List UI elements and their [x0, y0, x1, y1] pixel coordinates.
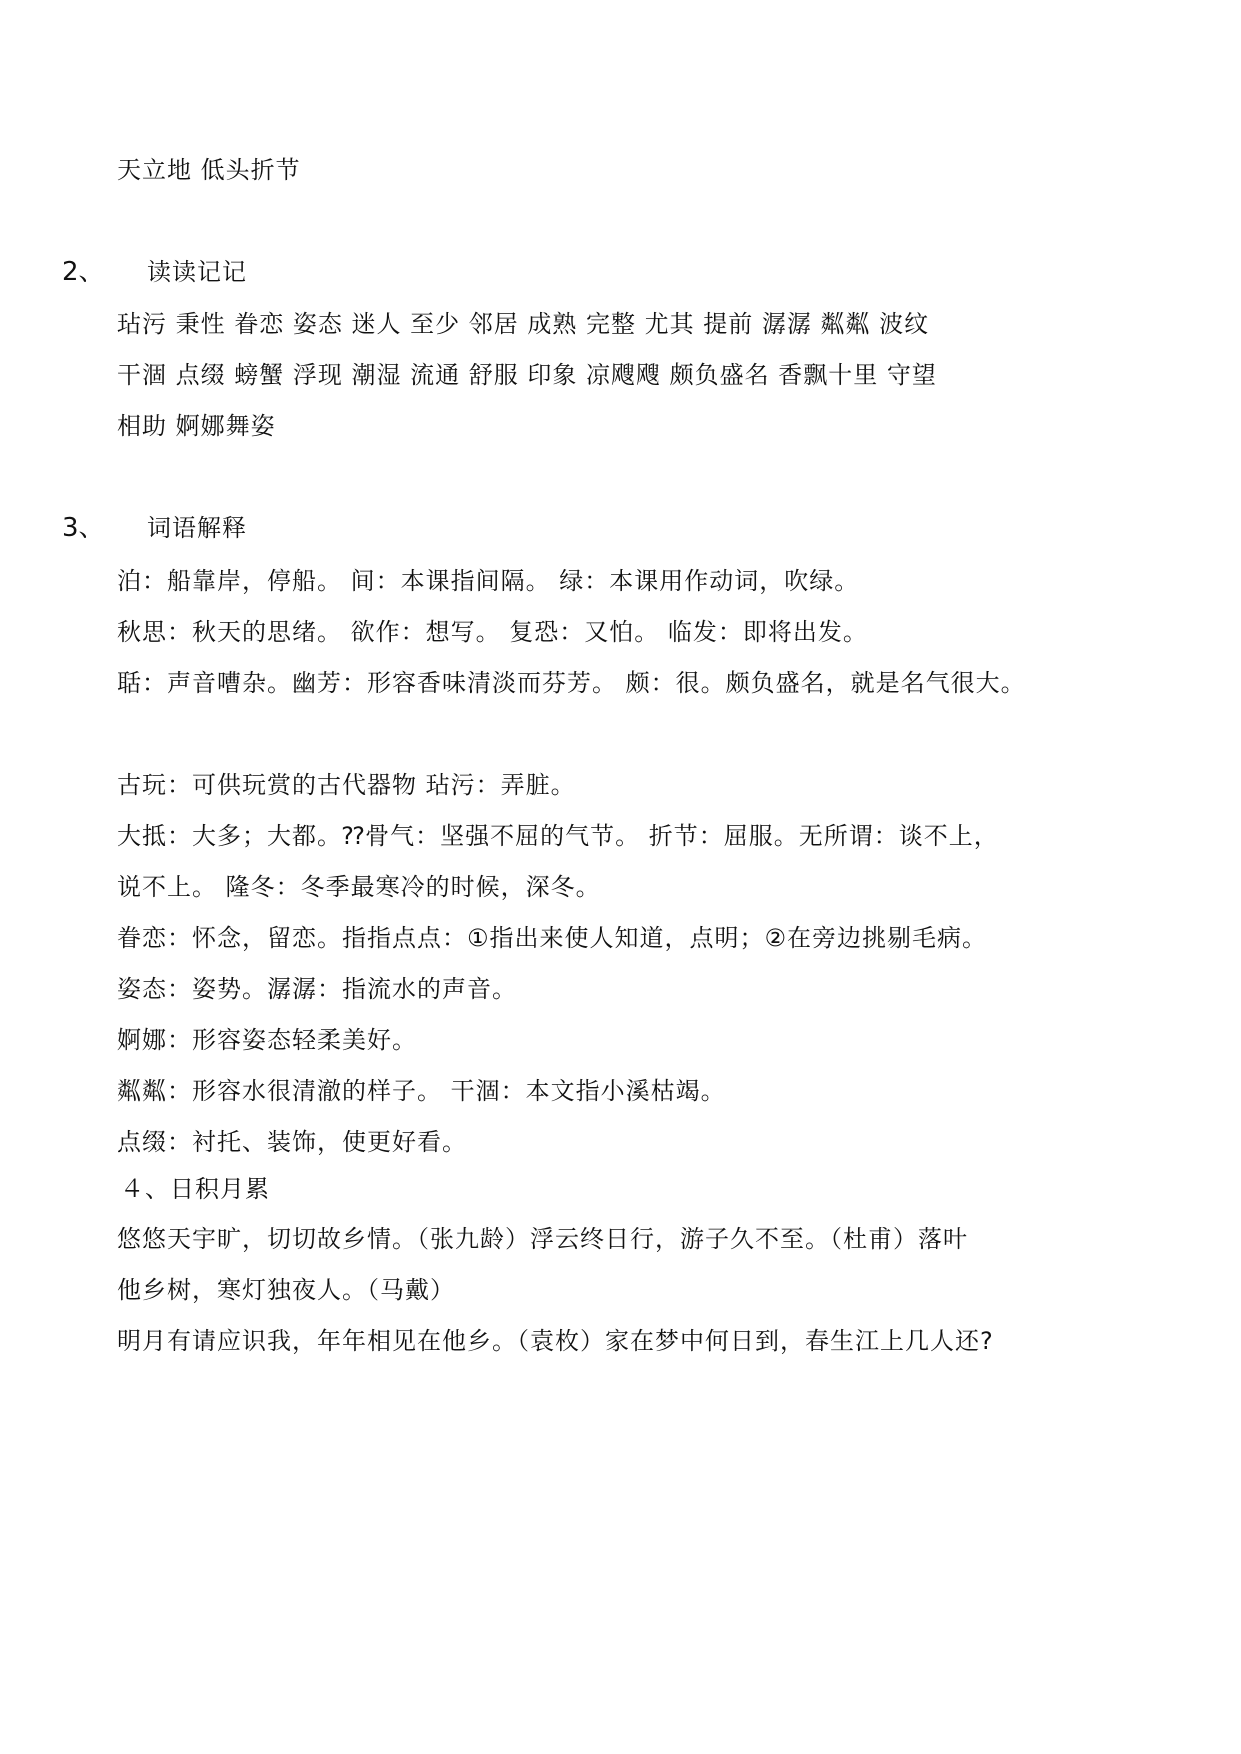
poem-line: 他乡树，寒灯独夜人。（马戴）	[117, 1276, 455, 1304]
definition-line: 点缀：衬托、装饰，使更好看。	[117, 1128, 467, 1156]
poem-line: 明月有请应识我，年年相见在他乡。（袁枚）家在梦中何日到，春生江上几人还?	[117, 1327, 994, 1355]
section-3-title: 词语解释	[147, 514, 247, 542]
vocab-line: 干涸 点缀 螃蟹 浮现 潮湿 流通 舒服 印象 凉飕飕 颇负盛名 香飘十里 守望	[117, 361, 937, 389]
poem-line: 悠悠天宇旷，切切故乡情。（张九龄）浮云终日行，游子久不至。（杜甫）落叶	[117, 1225, 968, 1253]
section-2-title: 读读记记	[147, 258, 247, 286]
vocab-line: 相助 婀娜舞姿	[117, 412, 276, 440]
definition-line: 大抵：大多；大都。⁇骨气：坚强不屈的气节。 折节：屈服。无所谓：谈不上，	[117, 822, 999, 850]
definition-line: 姿态：姿势。潺潺：指流水的声音。	[117, 975, 517, 1003]
definition-line: 泊：船靠岸，停船。 间：本课指间隔。 绿：本课用作动词，吹绿。	[117, 567, 860, 595]
definition-line: 古玩：可供玩赏的古代器物 玷污：弄脏。	[117, 771, 576, 799]
definition-line: 眷恋：怀念，留恋。指指点点：①指出来使人知道，点明；②在旁边挑剔毛病。	[117, 924, 988, 952]
definition-line: 粼粼：形容水很清澈的样子。 干涸：本文指小溪枯竭。	[117, 1077, 726, 1105]
definition-line: 说不上。 隆冬：冬季最寒冷的时候，深冬。	[117, 873, 601, 901]
vocab-line: 玷污 秉性 眷恋 姿态 迷人 至少 邻居 成熟 完整 尤其 提前 潺潺 粼粼 波纹	[117, 310, 930, 338]
section-3-number: 3、	[62, 513, 105, 543]
intro-line: 天立地 低头折节	[117, 156, 301, 184]
definition-line: 婀娜：形容姿态轻柔美好。	[117, 1026, 417, 1054]
section-4-title: ４、日积月累	[120, 1175, 270, 1203]
section-2-number: 2、	[62, 257, 105, 287]
definition-line: 聒：声音嘈杂。幽芳：形容香味清淡而芬芳。 颇：很。颇负盛名，就是名气很大。	[117, 669, 1026, 697]
definition-line: 秋思：秋天的思绪。 欲作：想写。 复恐：又怕。 临发：即将出发。	[117, 618, 868, 646]
